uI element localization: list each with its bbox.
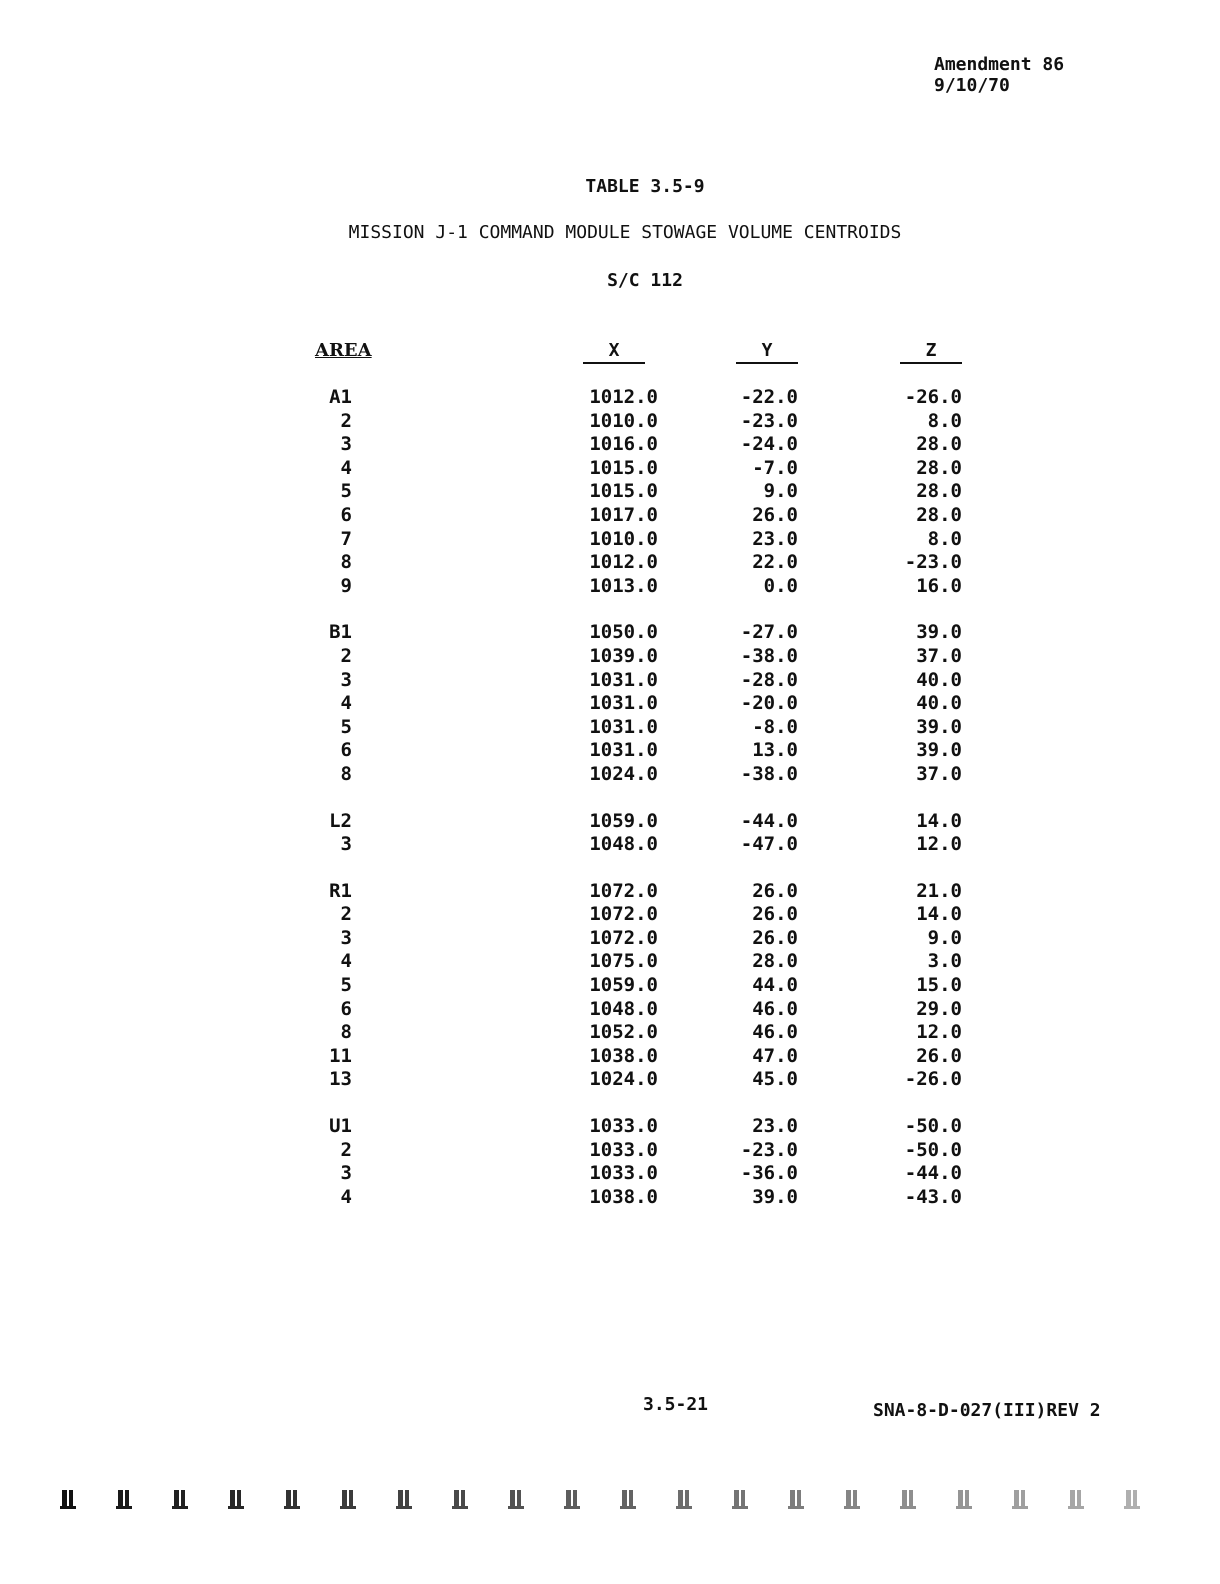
row-area: 6 bbox=[340, 739, 352, 762]
amendment-date: 9/10/70 bbox=[934, 75, 1010, 96]
table-row bbox=[0, 739, 1220, 763]
amendment-block bbox=[934, 54, 1064, 96]
row-x: 1031.0 bbox=[589, 668, 658, 691]
table-row bbox=[0, 974, 1220, 998]
row-area: 6 bbox=[340, 997, 352, 1020]
column-header-z: Z bbox=[900, 340, 962, 364]
table-row bbox=[0, 433, 1220, 457]
table-row bbox=[0, 1139, 1220, 1163]
table-row bbox=[0, 504, 1220, 528]
row-x: 1048.0 bbox=[589, 833, 658, 856]
row-x: 1033.0 bbox=[589, 1115, 658, 1138]
row-area: 8 bbox=[340, 1021, 352, 1044]
row-z: 14.0 bbox=[916, 809, 962, 832]
row-area: A1 bbox=[329, 386, 352, 408]
row-area: 4 bbox=[340, 456, 352, 479]
row-x: 1072.0 bbox=[589, 926, 658, 949]
row-area: 3 bbox=[340, 833, 352, 856]
row-x: 1024.0 bbox=[589, 1068, 658, 1091]
row-y: -38.0 bbox=[740, 644, 798, 667]
row-y: -47.0 bbox=[740, 833, 798, 856]
row-area: 8 bbox=[340, 551, 352, 574]
table-row bbox=[0, 763, 1220, 787]
scan-mark-icon bbox=[732, 1488, 750, 1510]
row-y: 26.0 bbox=[752, 926, 798, 949]
row-z: -26.0 bbox=[904, 386, 962, 408]
row-x: 1015.0 bbox=[589, 456, 658, 479]
scan-mark-icon bbox=[340, 1488, 358, 1510]
table-row bbox=[0, 575, 1220, 599]
row-area: 3 bbox=[340, 668, 352, 691]
row-x: 1017.0 bbox=[589, 503, 658, 526]
row-z: 28.0 bbox=[916, 503, 962, 526]
row-z: 40.0 bbox=[916, 668, 962, 691]
scan-mark-icon bbox=[60, 1488, 78, 1510]
row-z: 28.0 bbox=[916, 456, 962, 479]
row-y: 26.0 bbox=[752, 503, 798, 526]
row-area: 4 bbox=[340, 1185, 352, 1208]
row-area: R1 bbox=[329, 879, 352, 902]
row-x: 1075.0 bbox=[589, 950, 658, 973]
scan-mark-icon bbox=[284, 1488, 302, 1510]
row-x: 1072.0 bbox=[589, 879, 658, 902]
row-x: 1016.0 bbox=[589, 433, 658, 456]
row-y: 26.0 bbox=[752, 879, 798, 902]
row-area: 9 bbox=[340, 574, 352, 597]
row-z: 15.0 bbox=[916, 974, 962, 997]
row-y: -22.0 bbox=[740, 386, 798, 408]
row-x: 1048.0 bbox=[589, 997, 658, 1020]
row-z: 37.0 bbox=[916, 644, 962, 667]
row-y: -24.0 bbox=[740, 433, 798, 456]
table-row bbox=[0, 833, 1220, 857]
row-area: B1 bbox=[329, 621, 352, 644]
row-area: 13 bbox=[329, 1068, 352, 1091]
row-area: 3 bbox=[340, 433, 352, 456]
row-z: 29.0 bbox=[916, 997, 962, 1020]
row-area: 2 bbox=[340, 903, 352, 926]
scan-mark-icon bbox=[452, 1488, 470, 1510]
row-y: 39.0 bbox=[752, 1185, 798, 1208]
row-z: 39.0 bbox=[916, 621, 962, 644]
row-x: 1031.0 bbox=[589, 739, 658, 762]
document-id: SNA-8-D-027(III)REV 2 bbox=[873, 1400, 1101, 1421]
row-area: L2 bbox=[329, 809, 352, 832]
row-area: 2 bbox=[340, 1138, 352, 1161]
scan-mark-icon bbox=[116, 1488, 134, 1510]
table-row bbox=[0, 1162, 1220, 1186]
row-z: 40.0 bbox=[916, 692, 962, 715]
row-area: 3 bbox=[340, 926, 352, 949]
row-y: -8.0 bbox=[752, 715, 798, 738]
row-x: 1038.0 bbox=[589, 1044, 658, 1067]
table-title: TABLE 3.5-9 bbox=[585, 176, 705, 197]
table-row bbox=[0, 1021, 1220, 1045]
row-y: -36.0 bbox=[740, 1162, 798, 1185]
row-y: -20.0 bbox=[740, 692, 798, 715]
table-subtitle: MISSION J-1 COMMAND MODULE STOWAGE VOLUME CENTROIDS bbox=[348, 222, 902, 243]
scan-mark-icon bbox=[956, 1488, 974, 1510]
scan-mark-icon bbox=[1068, 1488, 1086, 1510]
row-x: 1072.0 bbox=[589, 903, 658, 926]
row-y: 23.0 bbox=[752, 527, 798, 550]
column-header-y: Y bbox=[736, 340, 798, 364]
row-x: 1059.0 bbox=[589, 809, 658, 832]
row-z: 14.0 bbox=[916, 903, 962, 926]
row-area: 2 bbox=[340, 409, 352, 432]
scan-mark-icon bbox=[508, 1488, 526, 1510]
row-y: 0.0 bbox=[763, 574, 798, 597]
row-area: 7 bbox=[340, 527, 352, 550]
table-row bbox=[0, 903, 1220, 927]
scan-mark-icon bbox=[564, 1488, 582, 1510]
scan-mark-icon bbox=[1012, 1488, 1030, 1510]
spacecraft-label: S/C 112 bbox=[607, 270, 683, 291]
scan-mark-icon bbox=[900, 1488, 918, 1510]
row-y: -23.0 bbox=[740, 409, 798, 432]
row-z: 39.0 bbox=[916, 739, 962, 762]
row-area: 3 bbox=[340, 1162, 352, 1185]
row-x: 1038.0 bbox=[589, 1185, 658, 1208]
row-z: 9.0 bbox=[927, 926, 962, 949]
row-area: 11 bbox=[329, 1044, 352, 1067]
table-row bbox=[0, 998, 1220, 1022]
table-row bbox=[0, 645, 1220, 669]
row-x: 1059.0 bbox=[589, 974, 658, 997]
table-row bbox=[0, 669, 1220, 693]
row-x: 1010.0 bbox=[589, 527, 658, 550]
row-z: 28.0 bbox=[916, 480, 962, 503]
row-z: 3.0 bbox=[927, 950, 962, 973]
row-x: 1015.0 bbox=[589, 480, 658, 503]
scan-mark-icon bbox=[172, 1488, 190, 1510]
row-z: 8.0 bbox=[927, 409, 962, 432]
row-z: -23.0 bbox=[904, 551, 962, 574]
table-row bbox=[0, 551, 1220, 575]
row-x: 1031.0 bbox=[589, 715, 658, 738]
row-x: 1050.0 bbox=[589, 621, 658, 644]
table-row bbox=[0, 927, 1220, 951]
scan-mark-icon bbox=[396, 1488, 414, 1510]
row-z: 12.0 bbox=[916, 1021, 962, 1044]
row-y: 47.0 bbox=[752, 1044, 798, 1067]
row-z: -26.0 bbox=[904, 1068, 962, 1091]
scan-mark-icon bbox=[228, 1488, 246, 1510]
scan-mark-icon bbox=[844, 1488, 862, 1510]
row-x: 1033.0 bbox=[589, 1138, 658, 1161]
table-row bbox=[0, 716, 1220, 740]
page-number: 3.5-21 bbox=[643, 1394, 709, 1415]
column-header-area: AREA bbox=[315, 340, 372, 361]
table-row bbox=[0, 1068, 1220, 1092]
row-z: -44.0 bbox=[904, 1162, 962, 1185]
row-y: -44.0 bbox=[740, 809, 798, 832]
row-y: -38.0 bbox=[740, 762, 798, 785]
row-z: -50.0 bbox=[904, 1138, 962, 1161]
table-row bbox=[0, 621, 1220, 645]
table-row bbox=[0, 410, 1220, 434]
table-row bbox=[0, 480, 1220, 504]
row-z: 12.0 bbox=[916, 833, 962, 856]
row-area: U1 bbox=[329, 1115, 352, 1138]
row-x: 1013.0 bbox=[589, 574, 658, 597]
table-row bbox=[0, 1045, 1220, 1069]
row-area: 4 bbox=[340, 692, 352, 715]
row-y: 22.0 bbox=[752, 551, 798, 574]
row-x: 1012.0 bbox=[589, 551, 658, 574]
row-y: -27.0 bbox=[740, 621, 798, 644]
row-x: 1031.0 bbox=[589, 692, 658, 715]
row-z: 26.0 bbox=[916, 1044, 962, 1067]
row-x: 1039.0 bbox=[589, 644, 658, 667]
scan-edge-marks bbox=[60, 1488, 1160, 1518]
row-area: 8 bbox=[340, 762, 352, 785]
row-x: 1052.0 bbox=[589, 1021, 658, 1044]
row-y: -28.0 bbox=[740, 668, 798, 691]
column-header-x: X bbox=[583, 340, 645, 364]
table-row bbox=[0, 692, 1220, 716]
scan-mark-icon bbox=[788, 1488, 806, 1510]
table-row bbox=[0, 386, 1220, 410]
row-y: -23.0 bbox=[740, 1138, 798, 1161]
row-z: 28.0 bbox=[916, 433, 962, 456]
row-z: 8.0 bbox=[927, 527, 962, 550]
row-area: 6 bbox=[340, 503, 352, 526]
row-area: 5 bbox=[340, 974, 352, 997]
table-row bbox=[0, 457, 1220, 481]
row-y: 13.0 bbox=[752, 739, 798, 762]
row-z: -43.0 bbox=[904, 1185, 962, 1208]
row-z: 37.0 bbox=[916, 762, 962, 785]
table-row bbox=[0, 1115, 1220, 1139]
row-z: 21.0 bbox=[916, 879, 962, 902]
row-y: 26.0 bbox=[752, 903, 798, 926]
row-x: 1012.0 bbox=[589, 386, 658, 408]
table-row bbox=[0, 950, 1220, 974]
row-y: -7.0 bbox=[752, 456, 798, 479]
row-area: 5 bbox=[340, 480, 352, 503]
scan-mark-icon bbox=[676, 1488, 694, 1510]
scan-mark-icon bbox=[1124, 1488, 1142, 1510]
row-y: 46.0 bbox=[752, 1021, 798, 1044]
row-y: 28.0 bbox=[752, 950, 798, 973]
row-z: 16.0 bbox=[916, 574, 962, 597]
row-x: 1033.0 bbox=[589, 1162, 658, 1185]
row-area: 5 bbox=[340, 715, 352, 738]
centroid-table-body bbox=[0, 386, 1220, 1209]
row-y: 23.0 bbox=[752, 1115, 798, 1138]
row-x: 1010.0 bbox=[589, 409, 658, 432]
row-y: 44.0 bbox=[752, 974, 798, 997]
amendment-label: Amendment 86 bbox=[934, 54, 1065, 75]
table-row bbox=[0, 528, 1220, 552]
table-row bbox=[0, 1186, 1220, 1210]
table-row bbox=[0, 880, 1220, 904]
table-row bbox=[0, 810, 1220, 834]
row-y: 46.0 bbox=[752, 997, 798, 1020]
row-area: 4 bbox=[340, 950, 352, 973]
scan-mark-icon bbox=[620, 1488, 638, 1510]
row-z: 39.0 bbox=[916, 715, 962, 738]
row-area: 2 bbox=[340, 644, 352, 667]
row-z: -50.0 bbox=[904, 1115, 962, 1138]
row-y: 45.0 bbox=[752, 1068, 798, 1091]
row-x: 1024.0 bbox=[589, 762, 658, 785]
row-y: 9.0 bbox=[763, 480, 798, 503]
